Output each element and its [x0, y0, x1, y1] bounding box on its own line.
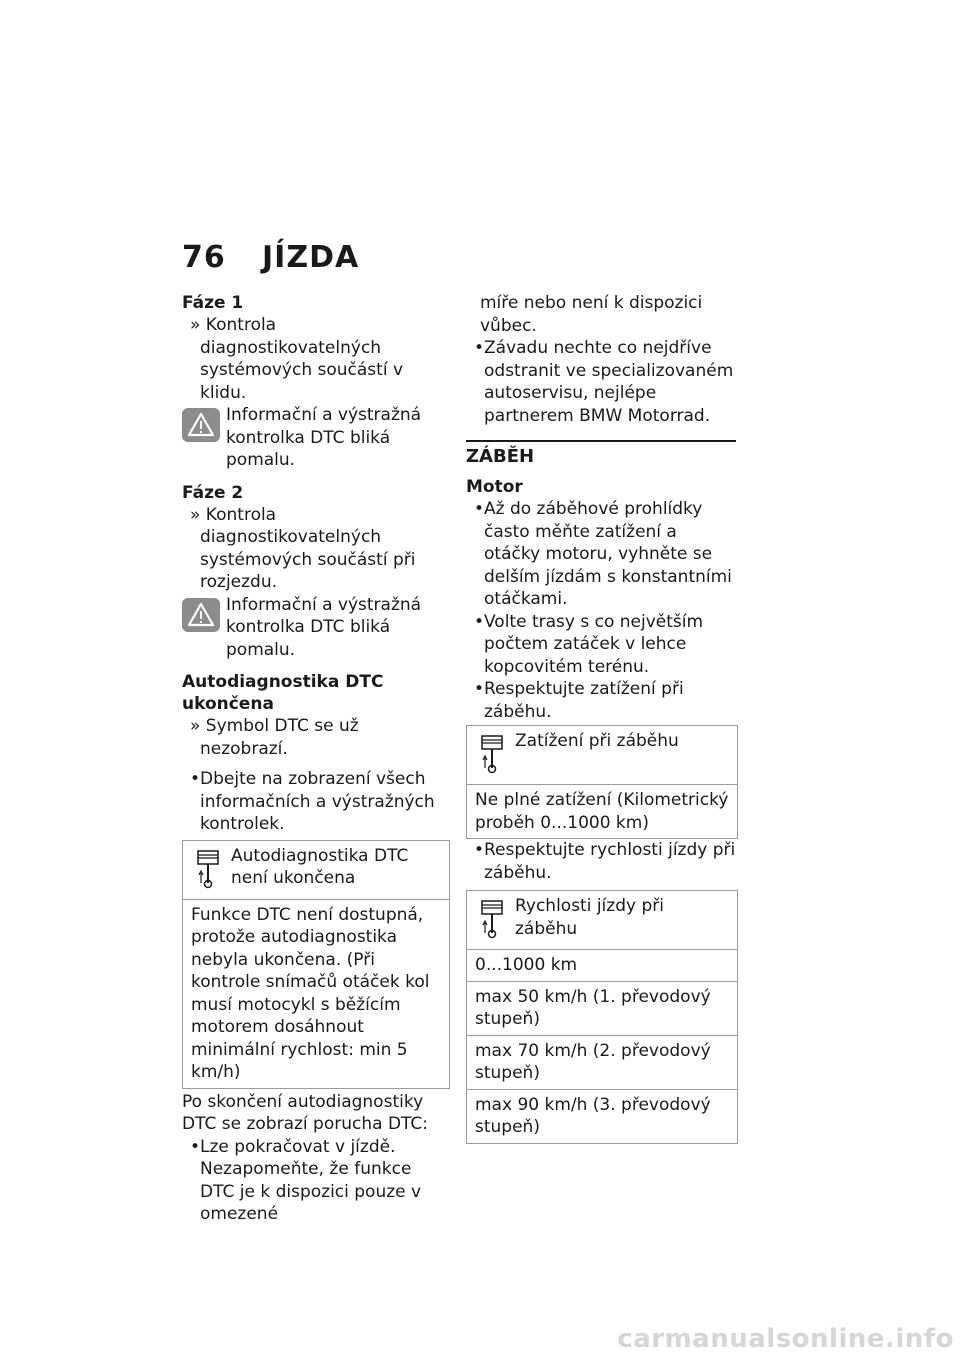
dtc-table-head-text: Autodiagnostika DTC není ukončena [231, 845, 409, 888]
right-column-lower [466, 446, 738, 1144]
bullet-item: •Lze pokračovat v jízdě. Nezapomeňte, že funkce DTC je k dispozici pouze v omezené [190, 1136, 422, 1224]
dtc-done-item: » Symbol DTC se už nezobrazí. [190, 716, 359, 759]
phase2-warning-text: Informační a výstražná kontrolka DTC bliká pomalu. [226, 594, 422, 660]
motor-heading: Motor [466, 477, 523, 497]
bullet-item: •Závadu nechte co nejdříve odstranit ve specializovaném autoservisu, nejlépe partnerem BMW Motorrad. [474, 338, 734, 426]
engine-piston-icon [195, 849, 221, 889]
load-table-head [467, 726, 737, 784]
table-row: max 70 km/h (2. převodový stupeň) [467, 1035, 737, 1089]
page-title: JÍZDA [262, 240, 360, 275]
table-row: max 50 km/h (1. převodový stupeň) [467, 981, 737, 1035]
bullet-item: •Respektujte rychlosti jízdy při záběhu. [474, 840, 736, 883]
dtc-table-row: Funkce DTC není dostupná, protože autodiagnostika nebyla ukončena. (Při kontrole snímačů otáček kol musí motocykl s běžícím motorem dosáhnout minimální rychlost: min 5 km/h) [183, 899, 449, 1088]
speed-table-head [467, 891, 737, 949]
phase1-warning-text: Informační a výstražná kontrolka DTC bliká pomalu. [226, 405, 422, 470]
warning-triangle-icon [182, 598, 220, 632]
bullet-item: •Dbejte na zobrazení všech informačních a výstražných kontrolek. [190, 769, 435, 834]
table-row: max 90 km/h (3. převodový stupeň) [467, 1089, 737, 1143]
dtc-table-head [183, 841, 449, 899]
after-text: Po skončení autodiagnostiky DTC se zobrazí porucha DTC: [182, 1091, 429, 1134]
load-table-head-text: Zatížení při záběhu [515, 731, 679, 751]
section-title: ZÁBĚH [466, 446, 535, 467]
engine-piston-icon [479, 734, 505, 774]
table-row: 0...1000 km [467, 949, 737, 981]
phase2-item: » Kontrola diagnostikovatelných systémových součástí při rozjezdu. [190, 504, 416, 592]
bullet-item: •Až do záběhové prohlídky často měňte zatížení a otáčky motoru, vyhněte se delším jízdám s konstantními otáčkami. [474, 499, 732, 609]
load-table [466, 725, 738, 839]
dtc-table [182, 840, 450, 1089]
phase1-warning [182, 404, 450, 472]
continued-text: míře nebo není k dispozici vůbec. [480, 293, 703, 336]
right-column [466, 292, 738, 427]
section-divider [466, 440, 736, 442]
page-number: 76 [182, 240, 226, 275]
speed-table-head-text: Rychlosti jízdy při záběhu [515, 896, 664, 939]
speed-table [466, 890, 738, 1144]
watermark: carmanualsonline.info [617, 1324, 954, 1354]
engine-piston-icon [479, 899, 505, 939]
dtc-done-heading: Autodiagnostika DTC ukončena [182, 672, 384, 714]
bullet-item: •Respektujte zatížení při záběhu. [474, 679, 684, 722]
bullet-item: •Volte trasy s co největším počtem zatáček v lehce kopcovitém terénu. [474, 611, 704, 677]
table-row: Ne plné zatížení (Kilometrický proběh 0...1000 km) [467, 784, 737, 838]
warning-triangle-icon [182, 408, 220, 442]
left-column [182, 292, 450, 1226]
phase1-heading: Fáze 1 [182, 293, 244, 313]
phase2-warning [182, 594, 450, 662]
phase2-heading: Fáze 2 [182, 482, 244, 503]
phase1-item: » Kontrola diagnostikovatelných systémových součástí v klidu. [190, 315, 404, 403]
